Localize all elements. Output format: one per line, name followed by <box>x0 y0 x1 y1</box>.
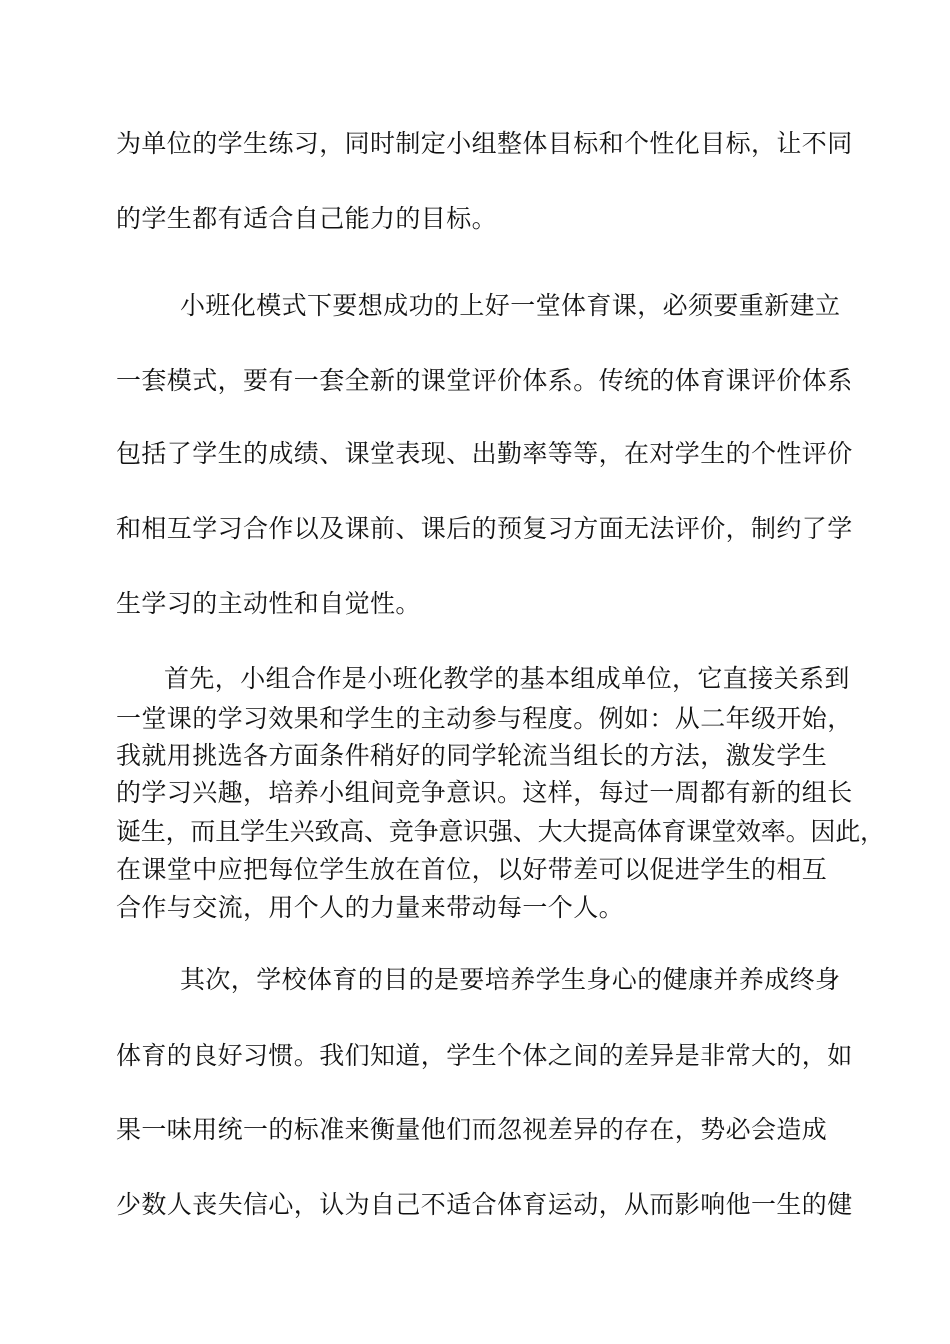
paragraph-line: 少数人丧失信心，认为自己不适合体育运动，从而影响他一生的健 <box>116 1190 853 1219</box>
paragraph-line: 在课堂中应把每位学生放在首位，以好带差可以促进学生的相互 <box>116 855 828 884</box>
paragraph-line: 生学习的主动性和自觉性。 <box>116 589 421 618</box>
paragraph-line: 小班化模式下要想成功的上好一堂体育课，必须要重新建立 <box>180 291 841 320</box>
paragraph-line: 合作与交流，用个人的力量来带动每一个人。 <box>116 893 625 922</box>
paragraph-line: 诞生，而且学生兴致高、竞争意识强、大大提高体育课堂效率。因此， <box>116 817 885 846</box>
paragraph-line: 体育的良好习惯。我们知道，学生个体之间的差异是非常大的，如 <box>116 1041 853 1070</box>
paragraph-line: 其次，学校体育的目的是要培养学生身心的健康并养成终身 <box>180 965 841 994</box>
paragraph-line: 首先，小组合作是小班化教学的基本组成单位，它直接关系到 <box>164 664 850 693</box>
paragraph-line: 的学生都有适合自己能力的目标。 <box>116 204 498 233</box>
paragraph-line: 我就用挑选各方面条件稍好的同学轮流当组长的方法，激发学生 <box>116 741 828 770</box>
paragraph-line: 为单位的学生练习，同时制定小组整体目标和个性化目标，让不同 <box>116 129 853 158</box>
paragraph-line: 的学习兴趣，培养小组间竞争意识。这样，每过一周都有新的组长 <box>116 778 853 807</box>
paragraph-line: 包括了学生的成绩、课堂表现、出勤率等等，在对学生的个性评价 <box>116 439 853 468</box>
paragraph-line: 一套模式，要有一套全新的课堂评价体系。传统的体育课评价体系 <box>116 366 853 395</box>
paragraph-line: 一堂课的学习效果和学生的主动参与程度。例如：从二年级开始， <box>116 704 853 733</box>
paragraph-line: 果一味用统一的标准来衡量他们而忽视差异的存在，势必会造成 <box>116 1115 828 1144</box>
paragraph-line: 和相互学习合作以及课前、课后的预复习方面无法评价，制约了学 <box>116 514 853 543</box>
